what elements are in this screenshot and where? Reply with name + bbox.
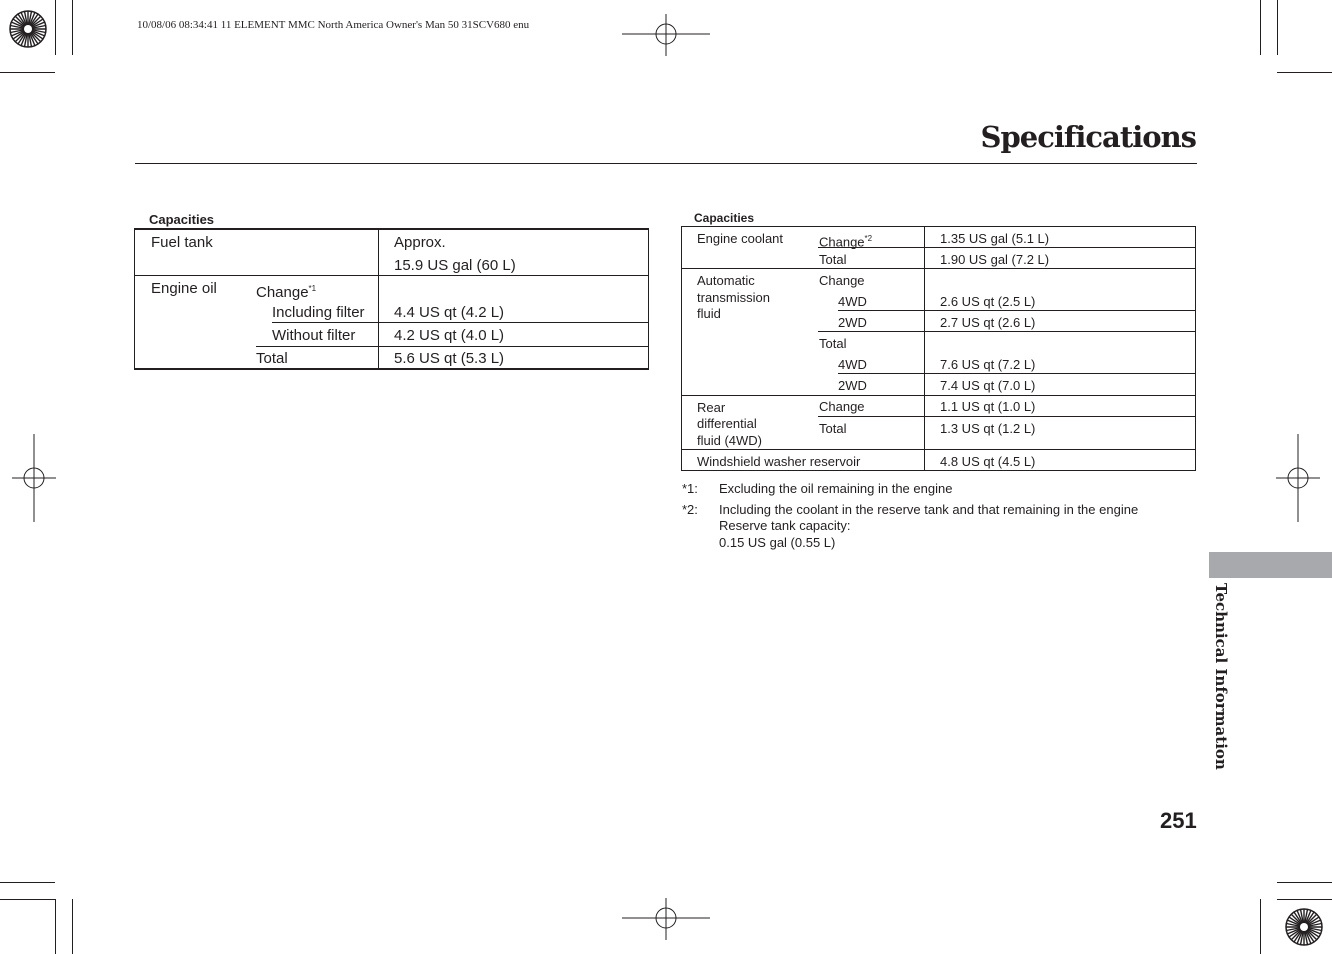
- registration-rosette-icon: [1284, 907, 1324, 947]
- atf-label-line2: transmission: [697, 290, 770, 305]
- fuel-tank-value: 15.9 US gal (60 L): [394, 257, 516, 274]
- coolant-total-label: Total: [819, 252, 847, 267]
- atf-total-label: Total: [819, 336, 847, 351]
- crosshair-mark-icon: [622, 14, 710, 58]
- footnote-mark: *1: [308, 284, 317, 293]
- footnote-2-line2: Reserve tank capacity:: [719, 518, 851, 533]
- right-table-title: Capacities: [694, 211, 755, 225]
- engine-oil-label: Engine oil: [151, 280, 217, 297]
- engine-oil-total-value: 5.6 US qt (5.3 L): [394, 350, 505, 367]
- section-tab: [1209, 552, 1332, 578]
- atf-total-2wd-value: 7.4 US qt (7.0 L): [940, 378, 1036, 393]
- fuel-tank-approx: Approx.: [394, 234, 446, 251]
- atf-total-4wd-value: 7.6 US qt (7.2 L): [940, 357, 1036, 372]
- page-number: 251: [1160, 808, 1197, 833]
- crosshair-mark-icon: [1276, 434, 1320, 522]
- section-label: Technical Information: [1212, 583, 1230, 770]
- rear-diff-label-line2: differential: [697, 416, 757, 431]
- including-filter-label: Including filter: [272, 304, 365, 321]
- coolant-change-label: Change$^{*2}$: [819, 234, 873, 250]
- atf-change-4wd-label: 4WD: [838, 294, 867, 309]
- page-title: Specifications: [980, 120, 1196, 154]
- footnote-2-mark: *2:: [682, 502, 698, 517]
- rear-diff-total-value: 1.3 US qt (1.2 L): [940, 421, 1036, 436]
- rear-diff-label-line3: fluid (4WD): [697, 433, 763, 448]
- coolant-total-value: 1.90 US gal (7.2 L): [940, 252, 1050, 267]
- atf-label-line1: Automatic: [697, 273, 755, 288]
- engine-oil-change: Change$^{*1}$: [256, 284, 317, 301]
- left-table-title: Capacities: [149, 212, 215, 227]
- registration-rosette-icon: [8, 9, 48, 49]
- atf-total-4wd-label: 4WD: [838, 357, 867, 372]
- crosshair-mark-icon: [622, 898, 710, 942]
- without-filter-value: 4.2 US qt (4.0 L): [394, 327, 505, 344]
- atf-change-4wd-value: 2.6 US qt (2.5 L): [940, 294, 1036, 309]
- rear-diff-total-label: Total: [819, 421, 847, 436]
- atf-change-label: Change: [819, 273, 865, 288]
- footnote-mark: *2: [864, 234, 873, 243]
- rear-diff-label-line1: Rear: [697, 400, 726, 415]
- atf-label-line3: fluid: [697, 306, 721, 321]
- atf-change-2wd-value: 2.7 US qt (2.6 L): [940, 315, 1036, 330]
- header-rule: [135, 163, 1197, 164]
- fuel-tank-label: Fuel tank: [151, 234, 213, 251]
- washer-reservoir-label: Windshield washer reservoir: [697, 454, 861, 469]
- without-filter-label: Without filter: [272, 327, 356, 344]
- engine-coolant-label: Engine coolant: [697, 231, 784, 246]
- footnote-1-mark: *1:: [682, 481, 698, 496]
- footnote-1-text: Excluding the oil remaining in the engine: [719, 481, 953, 496]
- including-filter-value: 4.4 US qt (4.2 L): [394, 304, 505, 321]
- atf-change-2wd-label: 2WD: [838, 315, 867, 330]
- engine-oil-total-label: Total: [256, 350, 288, 367]
- rear-diff-change-value: 1.1 US qt (1.0 L): [940, 399, 1036, 414]
- atf-total-2wd-label: 2WD: [838, 378, 867, 393]
- crosshair-mark-icon: [12, 434, 56, 522]
- washer-reservoir-value: 4.8 US qt (4.5 L): [940, 454, 1036, 469]
- print-info: 10/08/06 08:34:41 11 ELEMENT MMC North America Owner's Man 50 31SCV680 enu: [137, 19, 530, 31]
- rear-diff-change-label: Change: [819, 399, 865, 414]
- footnote-2-line1: Including the coolant in the reserve tank and that remaining in the engine: [719, 502, 1139, 517]
- footnote-2-line3: 0.15 US gal (0.55 L): [719, 535, 836, 550]
- coolant-change-value: 1.35 US gal (5.1 L): [940, 231, 1050, 246]
